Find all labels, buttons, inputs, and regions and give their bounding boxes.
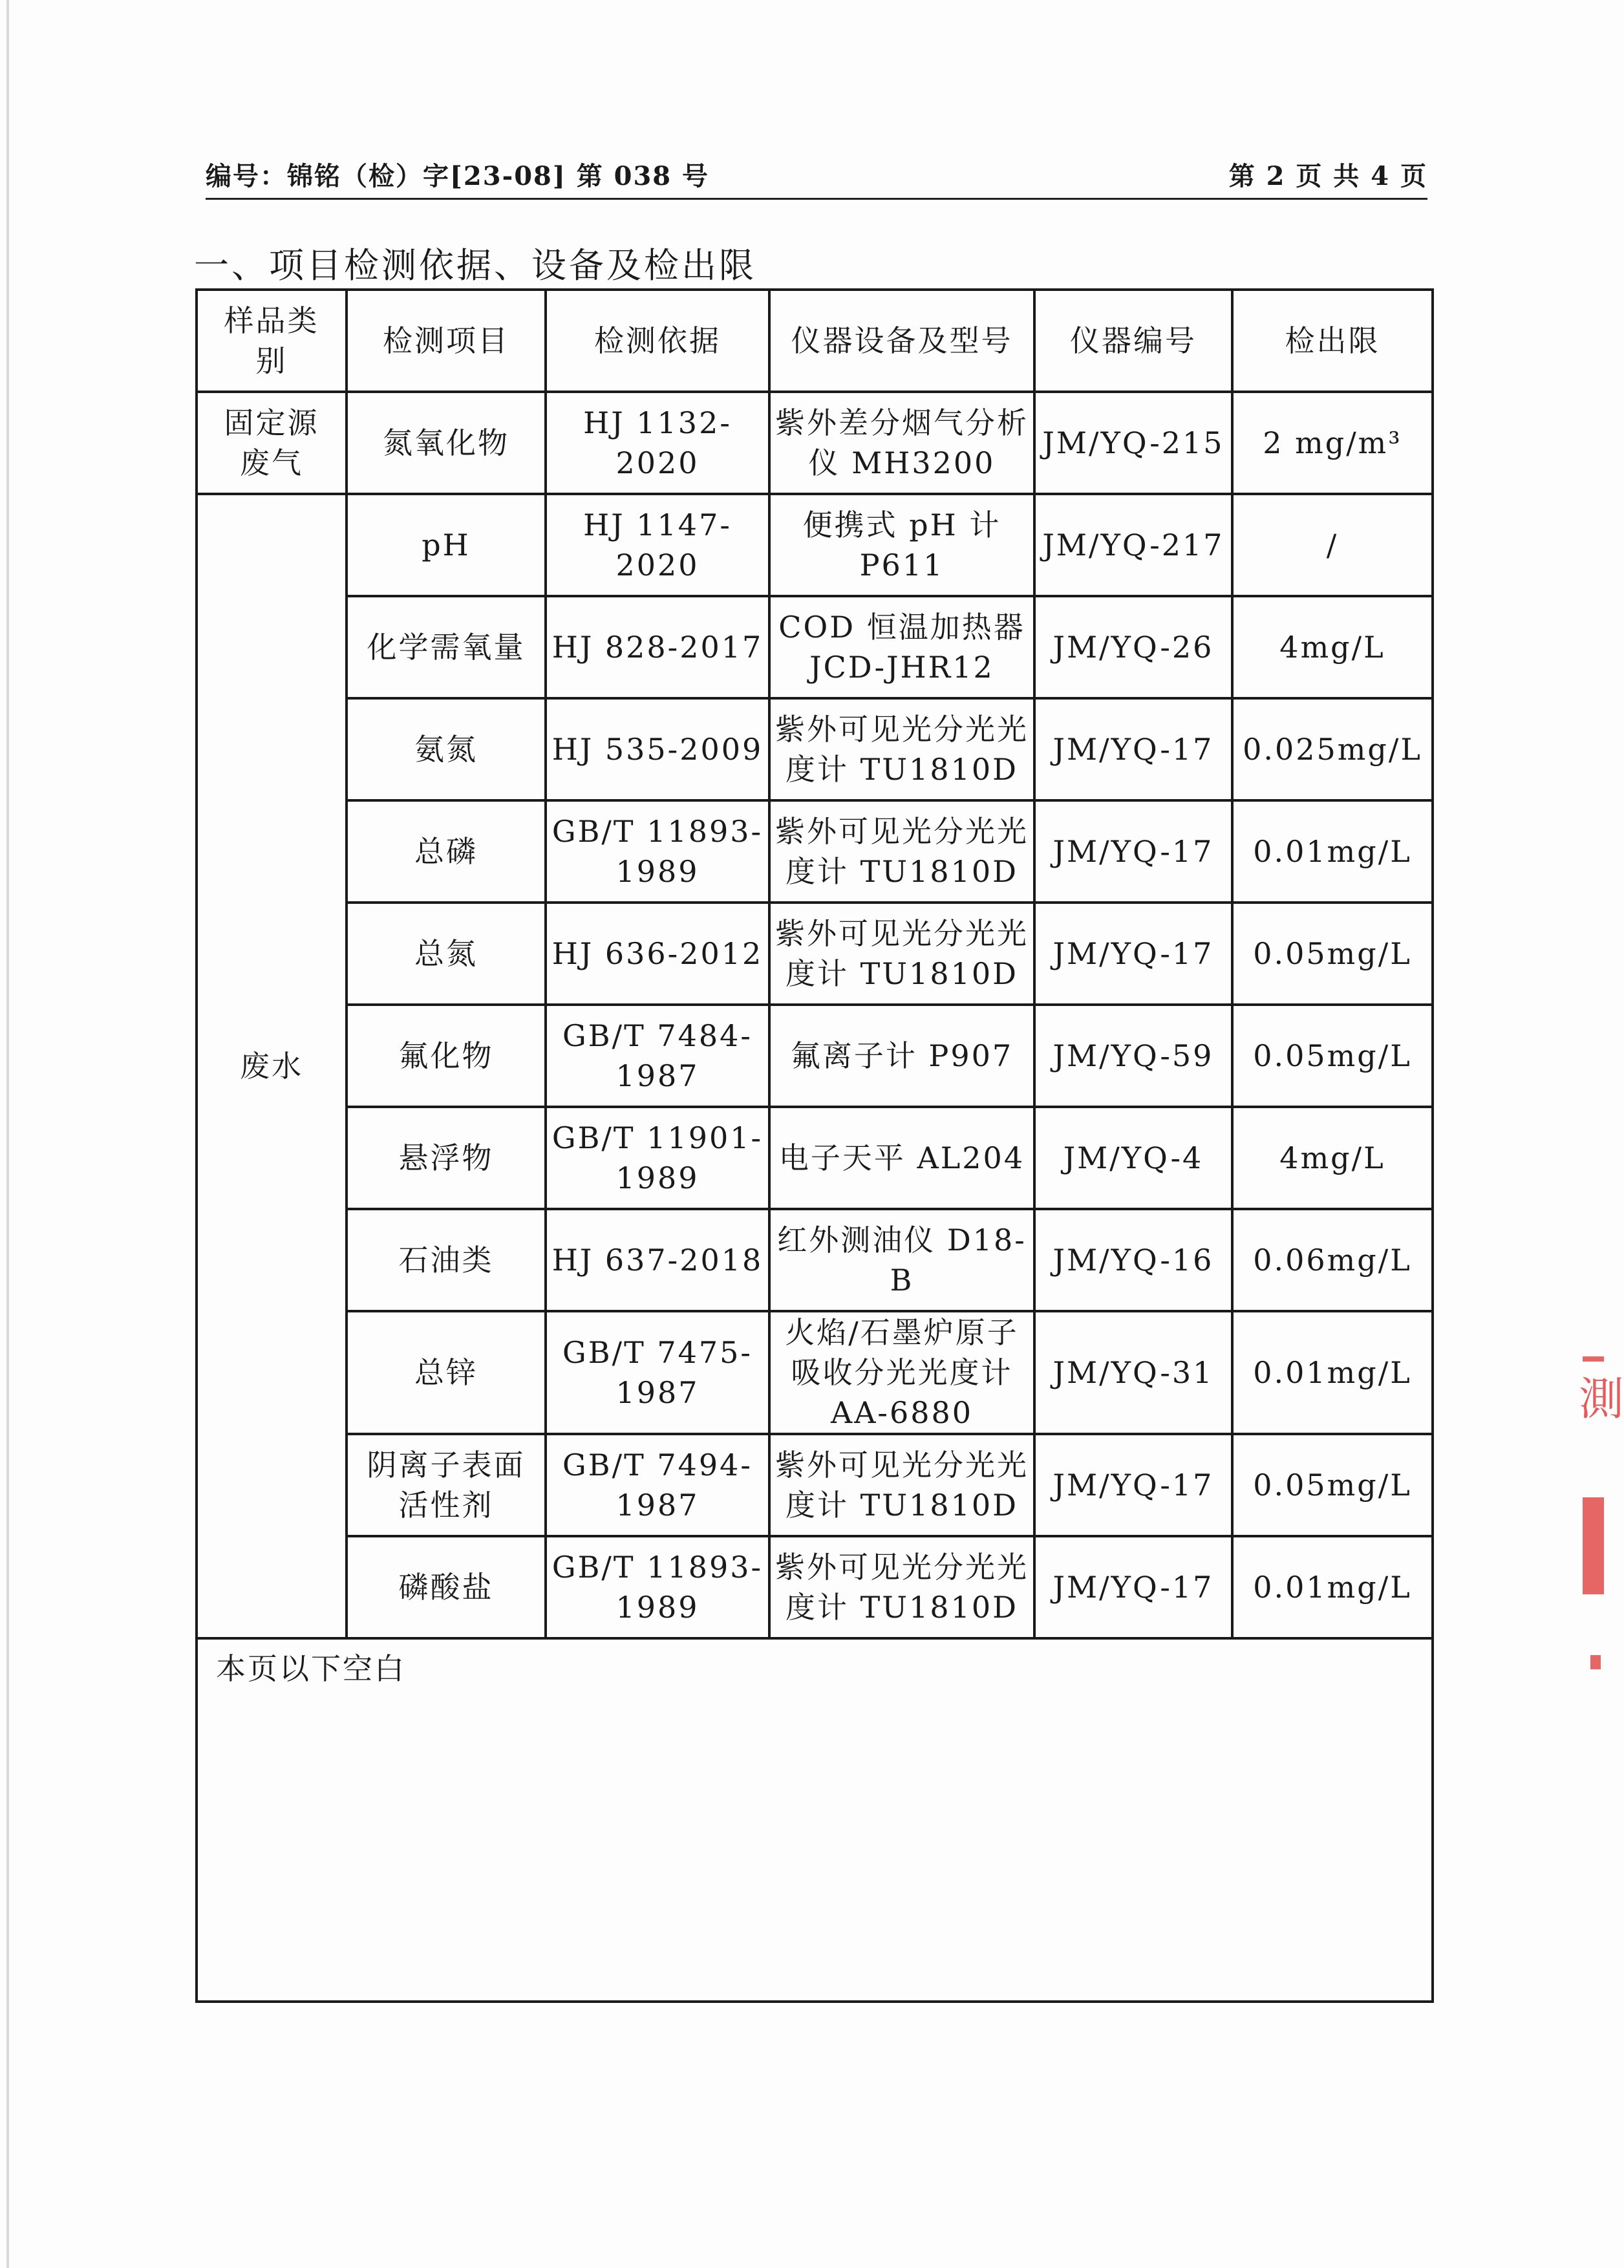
- device-cell: COD 恒温加热器 JCD-JHR12: [769, 596, 1034, 698]
- item-cell: 石油类: [347, 1209, 546, 1311]
- page-info: 第 2 页 共 4 页: [1228, 161, 1427, 191]
- item-cell: 悬浮物: [347, 1107, 546, 1209]
- table-row: [197, 1107, 1433, 1209]
- device-no-cell: JM/YQ-31: [1034, 1311, 1232, 1434]
- column-header: 样品类别: [197, 290, 347, 392]
- limit-cell: /: [1232, 494, 1433, 596]
- table-row: [197, 1536, 1433, 1638]
- device-no-cell: JM/YQ-4: [1034, 1107, 1232, 1209]
- limit-cell: 0.01mg/L: [1232, 1536, 1433, 1638]
- basis-cell: HJ 1132-2020: [546, 392, 769, 494]
- limit-cell: 0.025mg/L: [1232, 698, 1433, 800]
- device-no-cell: JM/YQ-17: [1034, 1536, 1232, 1638]
- basis-cell: HJ 636-2012: [546, 903, 769, 1005]
- category-cell: 废水: [197, 494, 347, 1638]
- column-header: 检测项目: [347, 290, 546, 392]
- item-cell: 总锌: [347, 1311, 546, 1434]
- basis-cell: GB/T 7494-1987: [546, 1434, 769, 1536]
- item-cell: 总氮: [347, 903, 546, 1005]
- device-no-cell: JM/YQ-26: [1034, 596, 1232, 698]
- limit-cell: 0.06mg/L: [1232, 1209, 1433, 1311]
- device-cell: 氟离子计 P907: [769, 1005, 1034, 1107]
- device-no-cell: JM/YQ-59: [1034, 1005, 1232, 1107]
- seal-stamp-fragment: [1583, 1356, 1604, 1362]
- device-no-cell: JM/YQ-17: [1034, 698, 1232, 800]
- basis-cell: HJ 637-2018: [546, 1209, 769, 1311]
- column-header: 检测依据: [546, 290, 769, 392]
- limit-cell: 0.01mg/L: [1232, 800, 1433, 903]
- category-cell: 固定源废气: [197, 392, 347, 494]
- seal-stamp-fragment: [1590, 1655, 1601, 1669]
- page-header: [206, 158, 1427, 200]
- device-cell: 便携式 pH 计 P611: [769, 494, 1034, 596]
- device-cell: 紫外可见光分光光度计 TU1810D: [769, 800, 1034, 903]
- table-row: [197, 1434, 1433, 1536]
- doc-number: 编号：锦铭（检）字[23-08] 第 038 号: [206, 161, 710, 191]
- table-row: [197, 903, 1433, 1005]
- table-row: [197, 1209, 1433, 1311]
- item-cell: 氮氧化物: [347, 392, 546, 494]
- device-cell: 电子天平 AL204: [769, 1107, 1034, 1209]
- table-header-row: [197, 290, 1433, 392]
- basis-cell: HJ 828-2017: [546, 596, 769, 698]
- basis-cell: HJ 535-2009: [546, 698, 769, 800]
- column-header: 检出限: [1232, 290, 1433, 392]
- device-cell: 红外测油仪 D18-B: [769, 1209, 1034, 1311]
- blank-note: 本页以下空白: [197, 1638, 1433, 2002]
- device-no-cell: JM/YQ-16: [1034, 1209, 1232, 1311]
- section-title: 一、项目检测依据、设备及检出限: [194, 245, 756, 286]
- basis-cell: GB/T 7484-1987: [546, 1005, 769, 1107]
- item-cell: pH: [347, 494, 546, 596]
- seal-stamp-fragment: [1583, 1497, 1604, 1594]
- page-edge: [6, 0, 9, 2268]
- device-no-cell: JM/YQ-17: [1034, 800, 1232, 903]
- limit-cell: 0.05mg/L: [1232, 903, 1433, 1005]
- table-row: [197, 392, 1433, 494]
- basis-cell: HJ 1147-2020: [546, 494, 769, 596]
- seal-stamp-glyph: 測: [1579, 1373, 1624, 1426]
- blank-note-row: [197, 1638, 1433, 2002]
- column-header: 仪器编号: [1034, 290, 1232, 392]
- item-cell: 总磷: [347, 800, 546, 903]
- limit-cell: 0.05mg/L: [1232, 1434, 1433, 1536]
- basis-cell: GB/T 11893-1989: [546, 800, 769, 903]
- item-cell: 氟化物: [347, 1005, 546, 1107]
- table-row: [197, 1005, 1433, 1107]
- limit-cell: 2 mg/m³: [1232, 392, 1433, 494]
- basis-cell: GB/T 11901-1989: [546, 1107, 769, 1209]
- device-cell: 紫外可见光分光光度计 TU1810D: [769, 1536, 1034, 1638]
- table-row: [197, 800, 1433, 903]
- device-cell: 紫外差分烟气分析仪 MH3200: [769, 392, 1034, 494]
- device-no-cell: JM/YQ-215: [1034, 392, 1232, 494]
- item-cell: 氨氮: [347, 698, 546, 800]
- device-no-cell: JM/YQ-217: [1034, 494, 1232, 596]
- device-cell: 紫外可见光分光光度计 TU1810D: [769, 903, 1034, 1005]
- table-row: [197, 1311, 1433, 1434]
- item-cell: 阴离子表面活性剂: [347, 1434, 546, 1536]
- device-cell: 紫外可见光分光光度计 TU1810D: [769, 698, 1034, 800]
- column-header: 仪器设备及型号: [769, 290, 1034, 392]
- device-no-cell: JM/YQ-17: [1034, 903, 1232, 1005]
- limit-cell: 4mg/L: [1232, 1107, 1433, 1209]
- detection-table: [195, 288, 1434, 2003]
- device-cell: 火焰/石墨炉原子吸收分光光度计 AA-6880: [769, 1311, 1034, 1434]
- limit-cell: 4mg/L: [1232, 596, 1433, 698]
- limit-cell: 0.05mg/L: [1232, 1005, 1433, 1107]
- device-cell: 紫外可见光分光光度计 TU1810D: [769, 1434, 1034, 1536]
- item-cell: 化学需氧量: [347, 596, 546, 698]
- table-row: [197, 698, 1433, 800]
- basis-cell: GB/T 7475-1987: [546, 1311, 769, 1434]
- limit-cell: 0.01mg/L: [1232, 1311, 1433, 1434]
- device-no-cell: JM/YQ-17: [1034, 1434, 1232, 1536]
- table-row: [197, 596, 1433, 698]
- table-row: [197, 494, 1433, 596]
- basis-cell: GB/T 11893-1989: [546, 1536, 769, 1638]
- item-cell: 磷酸盐: [347, 1536, 546, 1638]
